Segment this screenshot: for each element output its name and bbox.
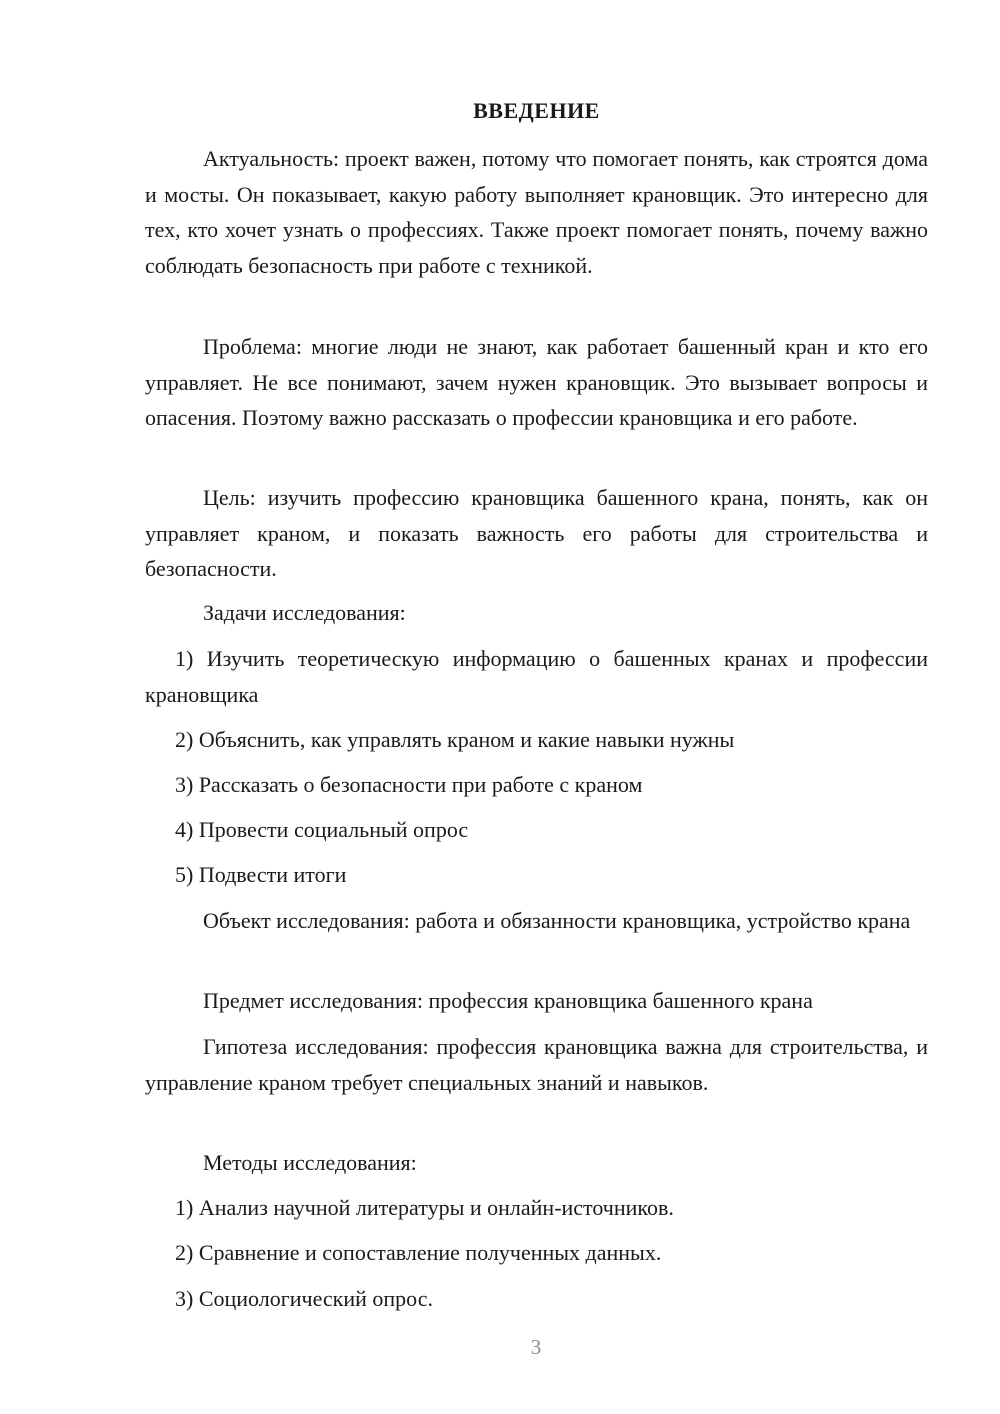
goal-paragraph: Цель: изучить профессию крановщика башенного крана, понять, как он управляет краном, и показать важность его работы для строительства и безопасности.	[145, 485, 928, 581]
method-item: 1) Анализ научной литературы и онлайн-источников.	[175, 1195, 674, 1220]
problem-paragraph: Проблема: многие люди не знают, как работает башенный кран и кто его управляет. Не все понимают, зачем нужен крановщик. Это вызывает вопросы и опасения. Поэтому важно рассказать о профессии крановщика и его работе.	[145, 334, 928, 430]
task-item: 3) Рассказать о безопасности при работе с краном	[175, 772, 643, 797]
subject-paragraph: Предмет исследования: профессия крановщика башенного крана	[203, 988, 813, 1013]
object-paragraph: Объект исследования: работа и обязанности крановщика, устройство крана	[203, 908, 911, 933]
tasks-heading: Задачи исследования:	[203, 600, 406, 625]
hypothesis-paragraph: Гипотеза исследования: профессия крановщика важна для строительства, и управление краном требует специальных знаний и навыков.	[145, 1034, 928, 1095]
relevance-paragraph: Актуальность: проект важен, потому что помогает понять, как строятся дома и мосты. Он показывает, какую работу выполняет крановщик. Это интересно для тех, кто хочет узнать о профессиях. Также проект помогает понять, почему важно соблюдать безопасность при работе с техникой.	[145, 146, 928, 278]
section-title: ВВЕДЕНИЕ	[473, 98, 600, 123]
task-item: 5) Подвести итоги	[175, 862, 347, 887]
page-number: 3	[530, 1335, 542, 1359]
task-item: 1) Изучить теоретическую информацию о башенных кранах и профессии крановщика	[145, 646, 928, 707]
methods-heading: Методы исследования:	[203, 1150, 417, 1175]
method-item: 2) Сравнение и сопоставление полученных данных.	[175, 1240, 662, 1265]
method-item: 3) Социологический опрос.	[175, 1286, 433, 1311]
task-item: 2) Объяснить, как управлять краном и какие навыки нужны	[175, 727, 735, 752]
task-item: 4) Провести социальный опрос	[175, 817, 469, 842]
